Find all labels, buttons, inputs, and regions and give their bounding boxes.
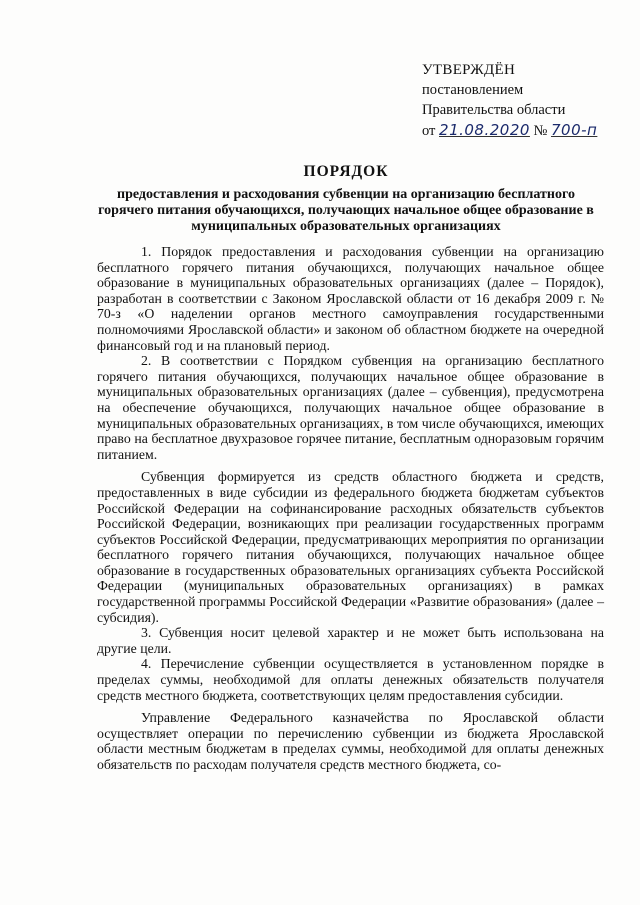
number-sign: № [533,123,548,139]
approval-date-line [422,120,632,141]
paragraph-5: 4. Перечисление субвенции осуществляется в установленном порядке в пределах суммы, необходимой для оплаты денежных обязательств получателя средств местного бюджета, соответствующих целям предоставления субсидии. [97,656,604,703]
paragraph-2: 2. В соответствии с Порядком субвенция на организацию бесплатного горячего питания обучающихся, получающих начальное общее образование в муниципальных образовательных организациях (далее – субвенция), предусмотрена на обеспечение обучающихся, получающих начальное общее образование в муниципальных образовательных организациях, в том числе обучающихся, имеющих право на бесплатное двухразовое горячее питание, бесплатным одноразовым горячим питанием. [97,353,604,462]
document-subtitle: предоставления и расходования субвенции на организацию бесплатного горячего питания обучающихся, получающих начальное общее образование в муниципальных образовательных организациях [98,187,594,234]
paragraph-6: Управление Федерального казначейства по Ярославской области осуществляет операции по перечислению субвенции из бюджета Ярославской области местным бюджетам в пределах суммы, необходимой для оплаты денежных обязательств по расходам получателя средств местного бюджета, со- [97,710,604,772]
handwritten-number: 700-п [551,121,598,139]
document-heading [96,163,596,235]
paragraph-1: 1. Порядок предоставления и расходования субвенции на организацию бесплатного горячего питания обучающихся, получающих начальное общее образование в муниципальных образовательных организациях (далее – Порядок), разработан в соответствии с Законом Ярославской области от 16 декабря 2009 г. № 70-з «О наделении органов местного самоуправления государственными полномочиями Ярославской области» и законом об областном бюджете на очередной финансовый год и на плановый период. [97,244,604,353]
approval-block [422,60,632,141]
paragraph-3: Субвенция формируется из средств областного бюджета и средств, предоставленных в виде субсидии из федерального бюджета бюджетам субъектов Российской Федерации на софинансирование расходных обязательств субъектов Российской Федерации, возникающих при реализации государственных программ субъектов Российской Федерации, предусматривающих мероприятия по организации бесплатного горячего питания обучающихся, получающих начальное общее образование в государственных образовательных организациях субъекта Российской Федерации (муниципальных образовательных организациях) в рамках государственной программы Российской Федерации «Развитие образования» (далее – субсидия). [97,469,604,625]
document-title: ПОРЯДОК [303,163,389,180]
approval-stamp: УТВЕРЖДЁН [422,62,516,78]
approval-prefix: от [422,123,436,139]
approval-line-1: постановлением [422,82,524,98]
handwritten-date: 21.08.2020 [439,121,530,139]
approval-line-2: Правительства области [422,102,566,118]
document-body [97,244,604,773]
paragraph-4: 3. Субвенция носит целевой характер и не может быть использована на другие цели. [97,625,604,656]
